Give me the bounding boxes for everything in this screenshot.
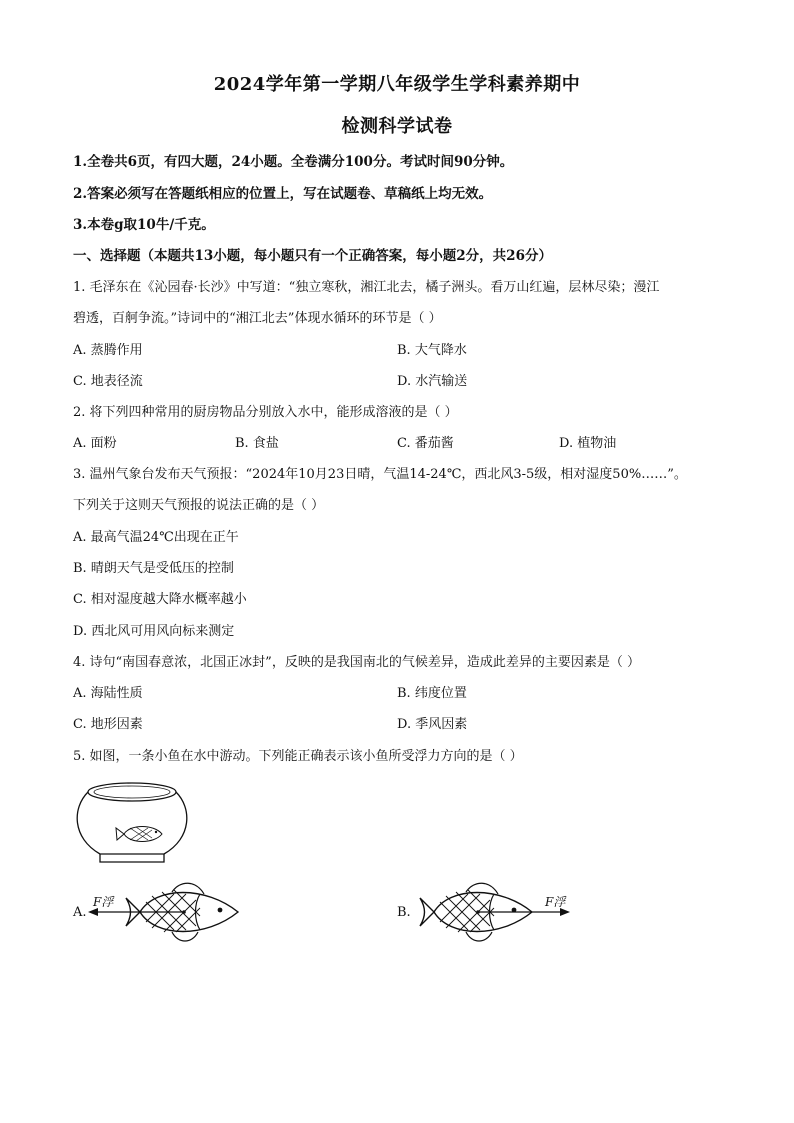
- question-4-option-a: A. 海陆性质: [73, 686, 143, 701]
- question-1-stem-line1: 1. 毛泽东在《沁园春·长沙》中写道：“独立寒秋，湘江北去，橘子洲头。看万山红遍，层林尽染；漫江: [73, 280, 660, 295]
- question-5-stem: 5. 如图，一条小鱼在水中游动。下列能正确表示该小鱼所受浮力方向的是（ ）: [73, 749, 523, 764]
- fishbowl-figure: [70, 778, 195, 868]
- force-label-b: F浮: [545, 895, 566, 909]
- question-3-stem-line1: 3. 温州气象台发布天气预报：“2024年10月23日晴，气温14-24℃，西北风3-5级，相对湿度50%……”。: [73, 467, 687, 482]
- question-4-option-d: D. 季风因素: [397, 717, 468, 732]
- exam-title-line2: 检测科学试卷: [341, 116, 453, 137]
- question-1-option-a: A. 蒸腾作用: [73, 343, 143, 358]
- question-3-option-a: A. 最高气温24℃出现在正午: [73, 530, 239, 545]
- small-fish-icon: [116, 827, 162, 842]
- question-3-option-d: D. 西北风可用风向标来测定: [73, 624, 235, 639]
- option-b-fish-figure: [412, 872, 572, 952]
- note-1: 1.全卷共6页，有四大题，24小题。全卷满分100分。考试时间90分钟。: [73, 154, 514, 170]
- note-3: 3.本卷g取10牛/千克。: [73, 217, 215, 233]
- question-5-option-b: B.: [397, 905, 411, 920]
- question-2-option-a: A. 面粉: [73, 436, 117, 451]
- question-1-option-d: D. 水汽输送: [397, 374, 468, 389]
- question-3-option-b: B. 晴朗天气是受低压的控制: [73, 561, 234, 576]
- question-4-stem: 4. 诗句“南国春意浓，北国正冰封”，反映的是我国南北的气候差异，造成此差异的主要因素是（ ）: [73, 655, 640, 670]
- question-1-option-b: B. 大气降水: [397, 343, 467, 358]
- question-4-option-b: B. 纬度位置: [397, 686, 467, 701]
- question-2-option-d: D. 植物油: [559, 436, 617, 451]
- question-2-stem: 2. 将下列四种常用的厨房物品分别放入水中，能形成溶液的是（ ）: [73, 405, 458, 420]
- note-2: 2.答案必须写在答题纸相应的位置上，写在试题卷、草稿纸上均无效。: [73, 186, 493, 202]
- option-a-fish-figure: [88, 872, 243, 952]
- question-4-option-c: C. 地形因素: [73, 717, 143, 732]
- force-label-a: F浮: [93, 895, 114, 909]
- question-1-option-c: C. 地表径流: [73, 374, 143, 389]
- question-2-option-b: B. 食盐: [235, 436, 279, 451]
- question-1-stem-line2: 碧透，百舸争流。”诗词中的“湘江北去”体现水循环的环节是（ ）: [73, 311, 442, 326]
- question-2-option-c: C. 番茄酱: [397, 436, 454, 451]
- question-5-option-a: A.: [73, 905, 87, 920]
- question-3-stem-line2: 下列关于这则天气预报的说法正确的是（ ）: [73, 498, 325, 513]
- exam-title-line1: 2024学年第一学期八年级学生学科素养期中: [213, 74, 581, 95]
- section-heading: 一、选择题（本题共13小题，每小题只有一个正确答案，每小题2分，共26分）: [73, 248, 552, 264]
- question-3-option-c: C. 相对湿度越大降水概率越小: [73, 592, 247, 607]
